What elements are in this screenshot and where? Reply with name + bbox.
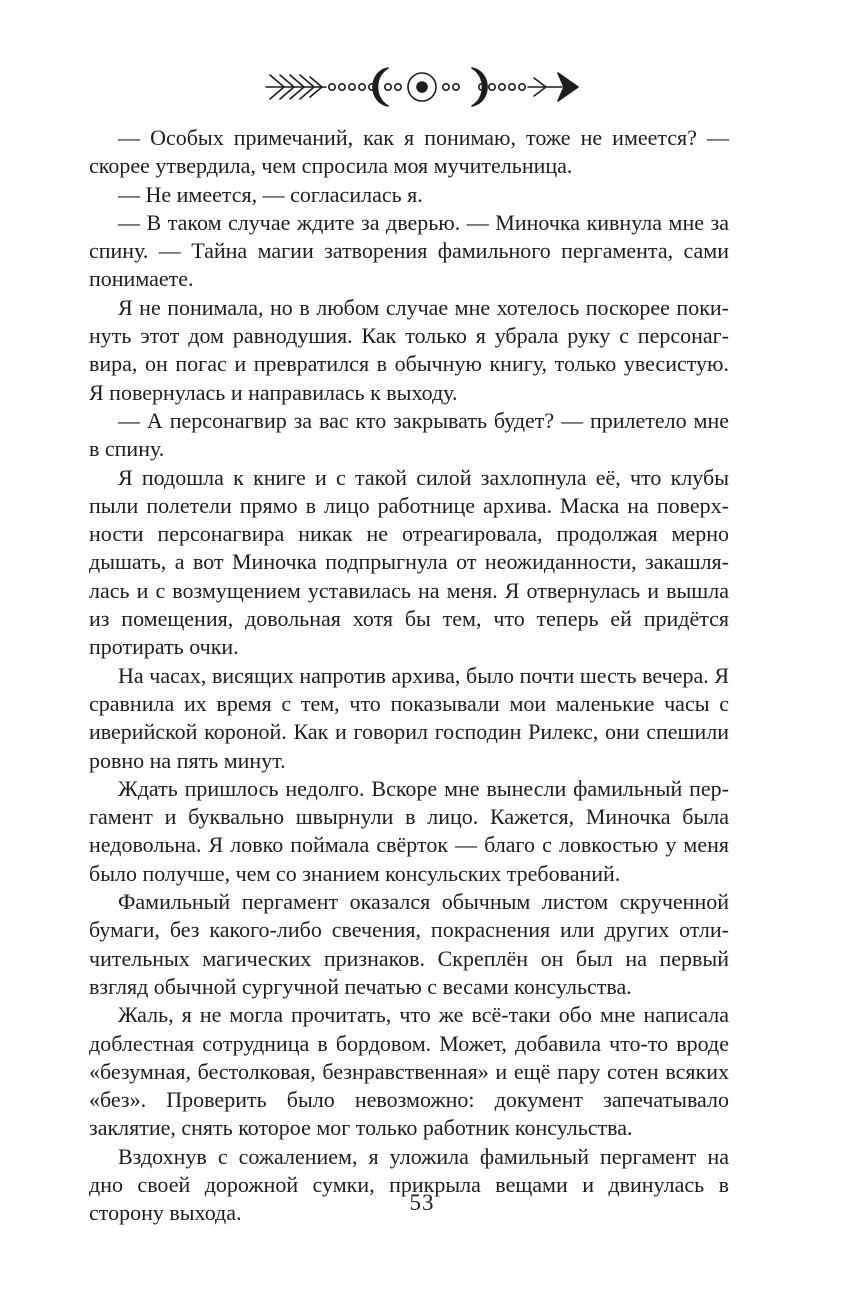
paragraph: — В таком случае ждите за дверью. — Миночка кивнула мне за спину. — Тайна магии затворения фамильного пергамента, сами понимаете. (89, 209, 729, 292)
paragraph: Вздохнув с сожалением, я уложила фамильный пергамент на дно своей дорожной сумки, прикрыла вещами и двинулась в сторону выхода. (89, 1143, 729, 1226)
paragraph: Я подошла к книге и с такой силой захлопнула её, что клубы пыли полетели прямо в лицо работнице архива. Маска на поверхности персонагвира никак не отреагировала, продолжая мерно дышать, а вот Миночка подпрыгнула от неожиданности, закашлялась и с возмущением уставилась на меня. Я отвернулась и вышла из помещения, довольная хотя бы тем, что теперь ей придётся протирать очки. (89, 464, 729, 660)
paragraph: Я не понимала, но в любом случае мне хотелось поскорее покинуть этот дом равнодушия. Как только я убрала руку с персонагвира, он погас и превратился в обычную книгу, только увесистую. Я повернулась и направилась к выходу. (89, 294, 729, 405)
paragraph: На часах, висящих напротив архива, было почти шесть вечера. Я сравнила их время с тем, что показывали мои маленькие часы с иверийской короной. Как и говорил господин Рилекс, они спешили ровно на пять минут. (89, 662, 729, 773)
page-number: 53 (409, 1190, 435, 1215)
paragraph: Фамильный пергамент оказался обычным листом скрученной бумаги, без какого-либо свечения, покраснения или других отличительных магических признаков. Скреплён он был на первый взгляд обычной сургучной печатью с весами консульства. (89, 889, 729, 999)
arrow-crescent-moons-ornament-icon (262, 58, 582, 116)
paragraph: — Не имеется, — согласилась я. (118, 181, 423, 207)
paragraph: Ждать пришлось недолго. Вскоре мне вынесли фамильный пергамент и буквально швырнули в лицо. Кажется, Миночка была недовольна. Я ловко поймала свёрток — благо с ловкостью у меня было получше, чем со знанием консульских требований. (89, 775, 729, 886)
body-text (89, 124, 729, 1228)
paragraph: Жаль, я не могла прочитать, что же всё-таки обо мне написала доблестная сотрудница в бордовом. Может, добавила что-то вроде «безумная, бестолковая, безнравственная» и ещё пару сотен всяких «без». Проверить было невозможно: документ запечатывало заклятие, снять которое мог только работник консульства. (89, 1002, 729, 1141)
paragraph: — Особых примечаний, как я понимаю, тоже не имеется? — скорее утвердила, чем спросила моя мучительница. (89, 125, 729, 179)
paragraph: — А персонагвир за вас кто закрывать будет? — прилетело мне в спину. (89, 407, 729, 462)
